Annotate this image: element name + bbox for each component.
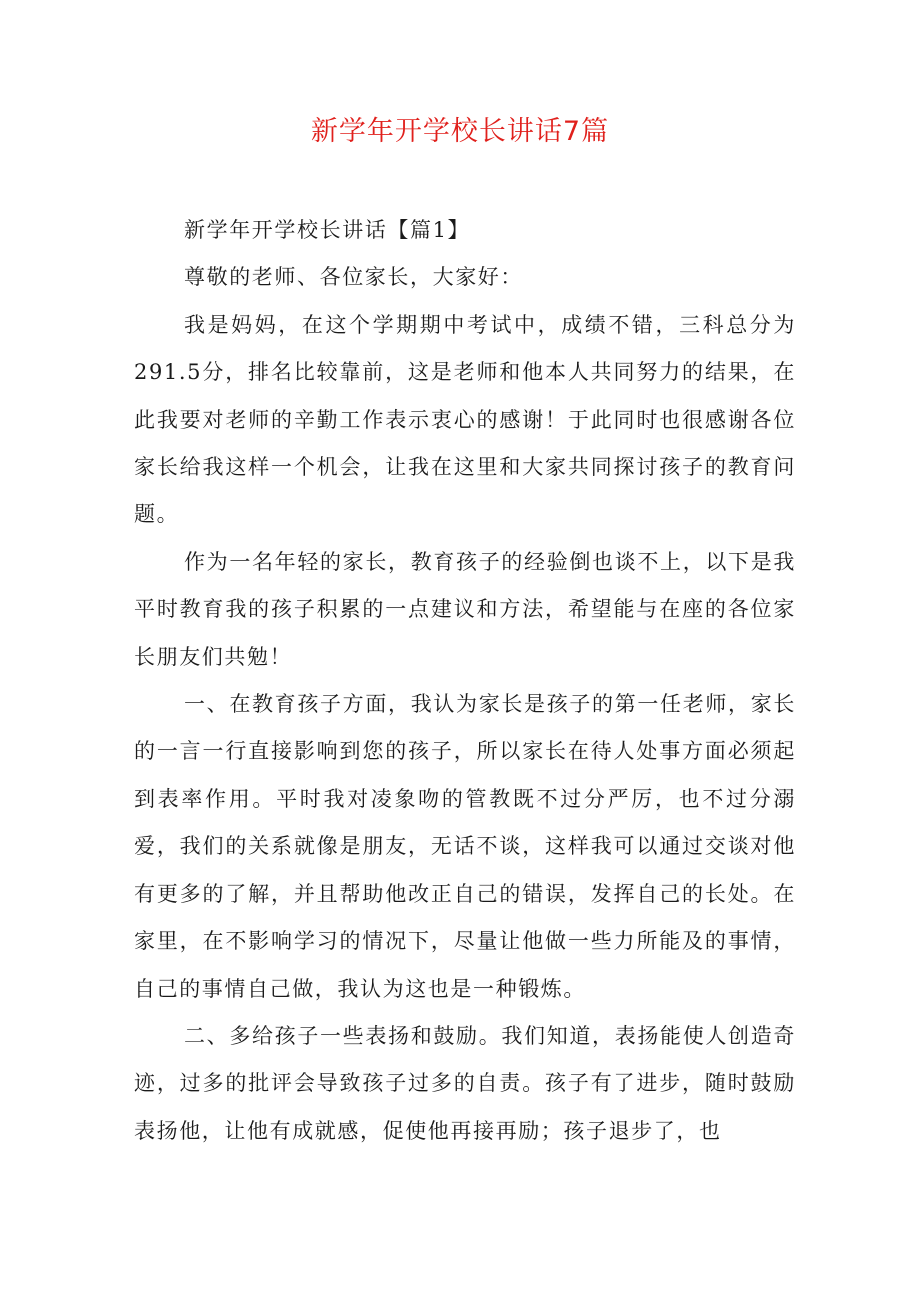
body-paragraph: 二、多给孩子一些表扬和鼓励。我们知道，表扬能使人创造奇迹，过多的批评会导致孩子过多的自责。孩子有了进步，随时鼓励表扬他，让他有成就感，促使他再接再励；孩子退步了，也 bbox=[134, 1023, 796, 1143]
document-body bbox=[134, 207, 796, 1155]
salutation-paragraph: 尊敬的老师、各位家长，大家好： bbox=[184, 265, 523, 290]
body-paragraph: 作为一名年轻的家长，教育孩子的经验倒也谈不上，以下是我平时教育我的孩子积累的一点建议和方法，希望能与在座的各位家长朋友们共勉！ bbox=[134, 549, 796, 669]
body-paragraph: 我是妈妈，在这个学期期中考试中，成绩不错，三科总分为291.5分，排名比较靠前，这是老师和他本人共同努力的结果，在此我要对老师的辛勤工作表示衷心的感谢！于此同时也很感谢各位家长给我这样一个机会，让我在这里和大家共同探讨孩子的教育问题。 bbox=[134, 312, 796, 527]
body-paragraph: 一、在教育孩子方面，我认为家长是孩子的第一任老师，家长的一言一行直接影响到您的孩子，所以家长在待人处事方面必须起到表率作用。平时我对凌象吻的管教既不过分严厉，也不过分溺爱，我们的关系就像是朋友，无话不谈，这样我可以通过交谈对他有更多的了解，并且帮助他改正自己的错误，发挥自己的长处。在家里，在不影响学习的情况下，尽量让他做一些力所能及的事情，自己的事情自己做，我认为这也是一种锻炼。 bbox=[134, 692, 796, 1001]
section-heading: 新学年开学校长讲话【篇1】 bbox=[184, 218, 471, 242]
document-title: 新学年开学校长讲话7篇 bbox=[310, 116, 610, 147]
